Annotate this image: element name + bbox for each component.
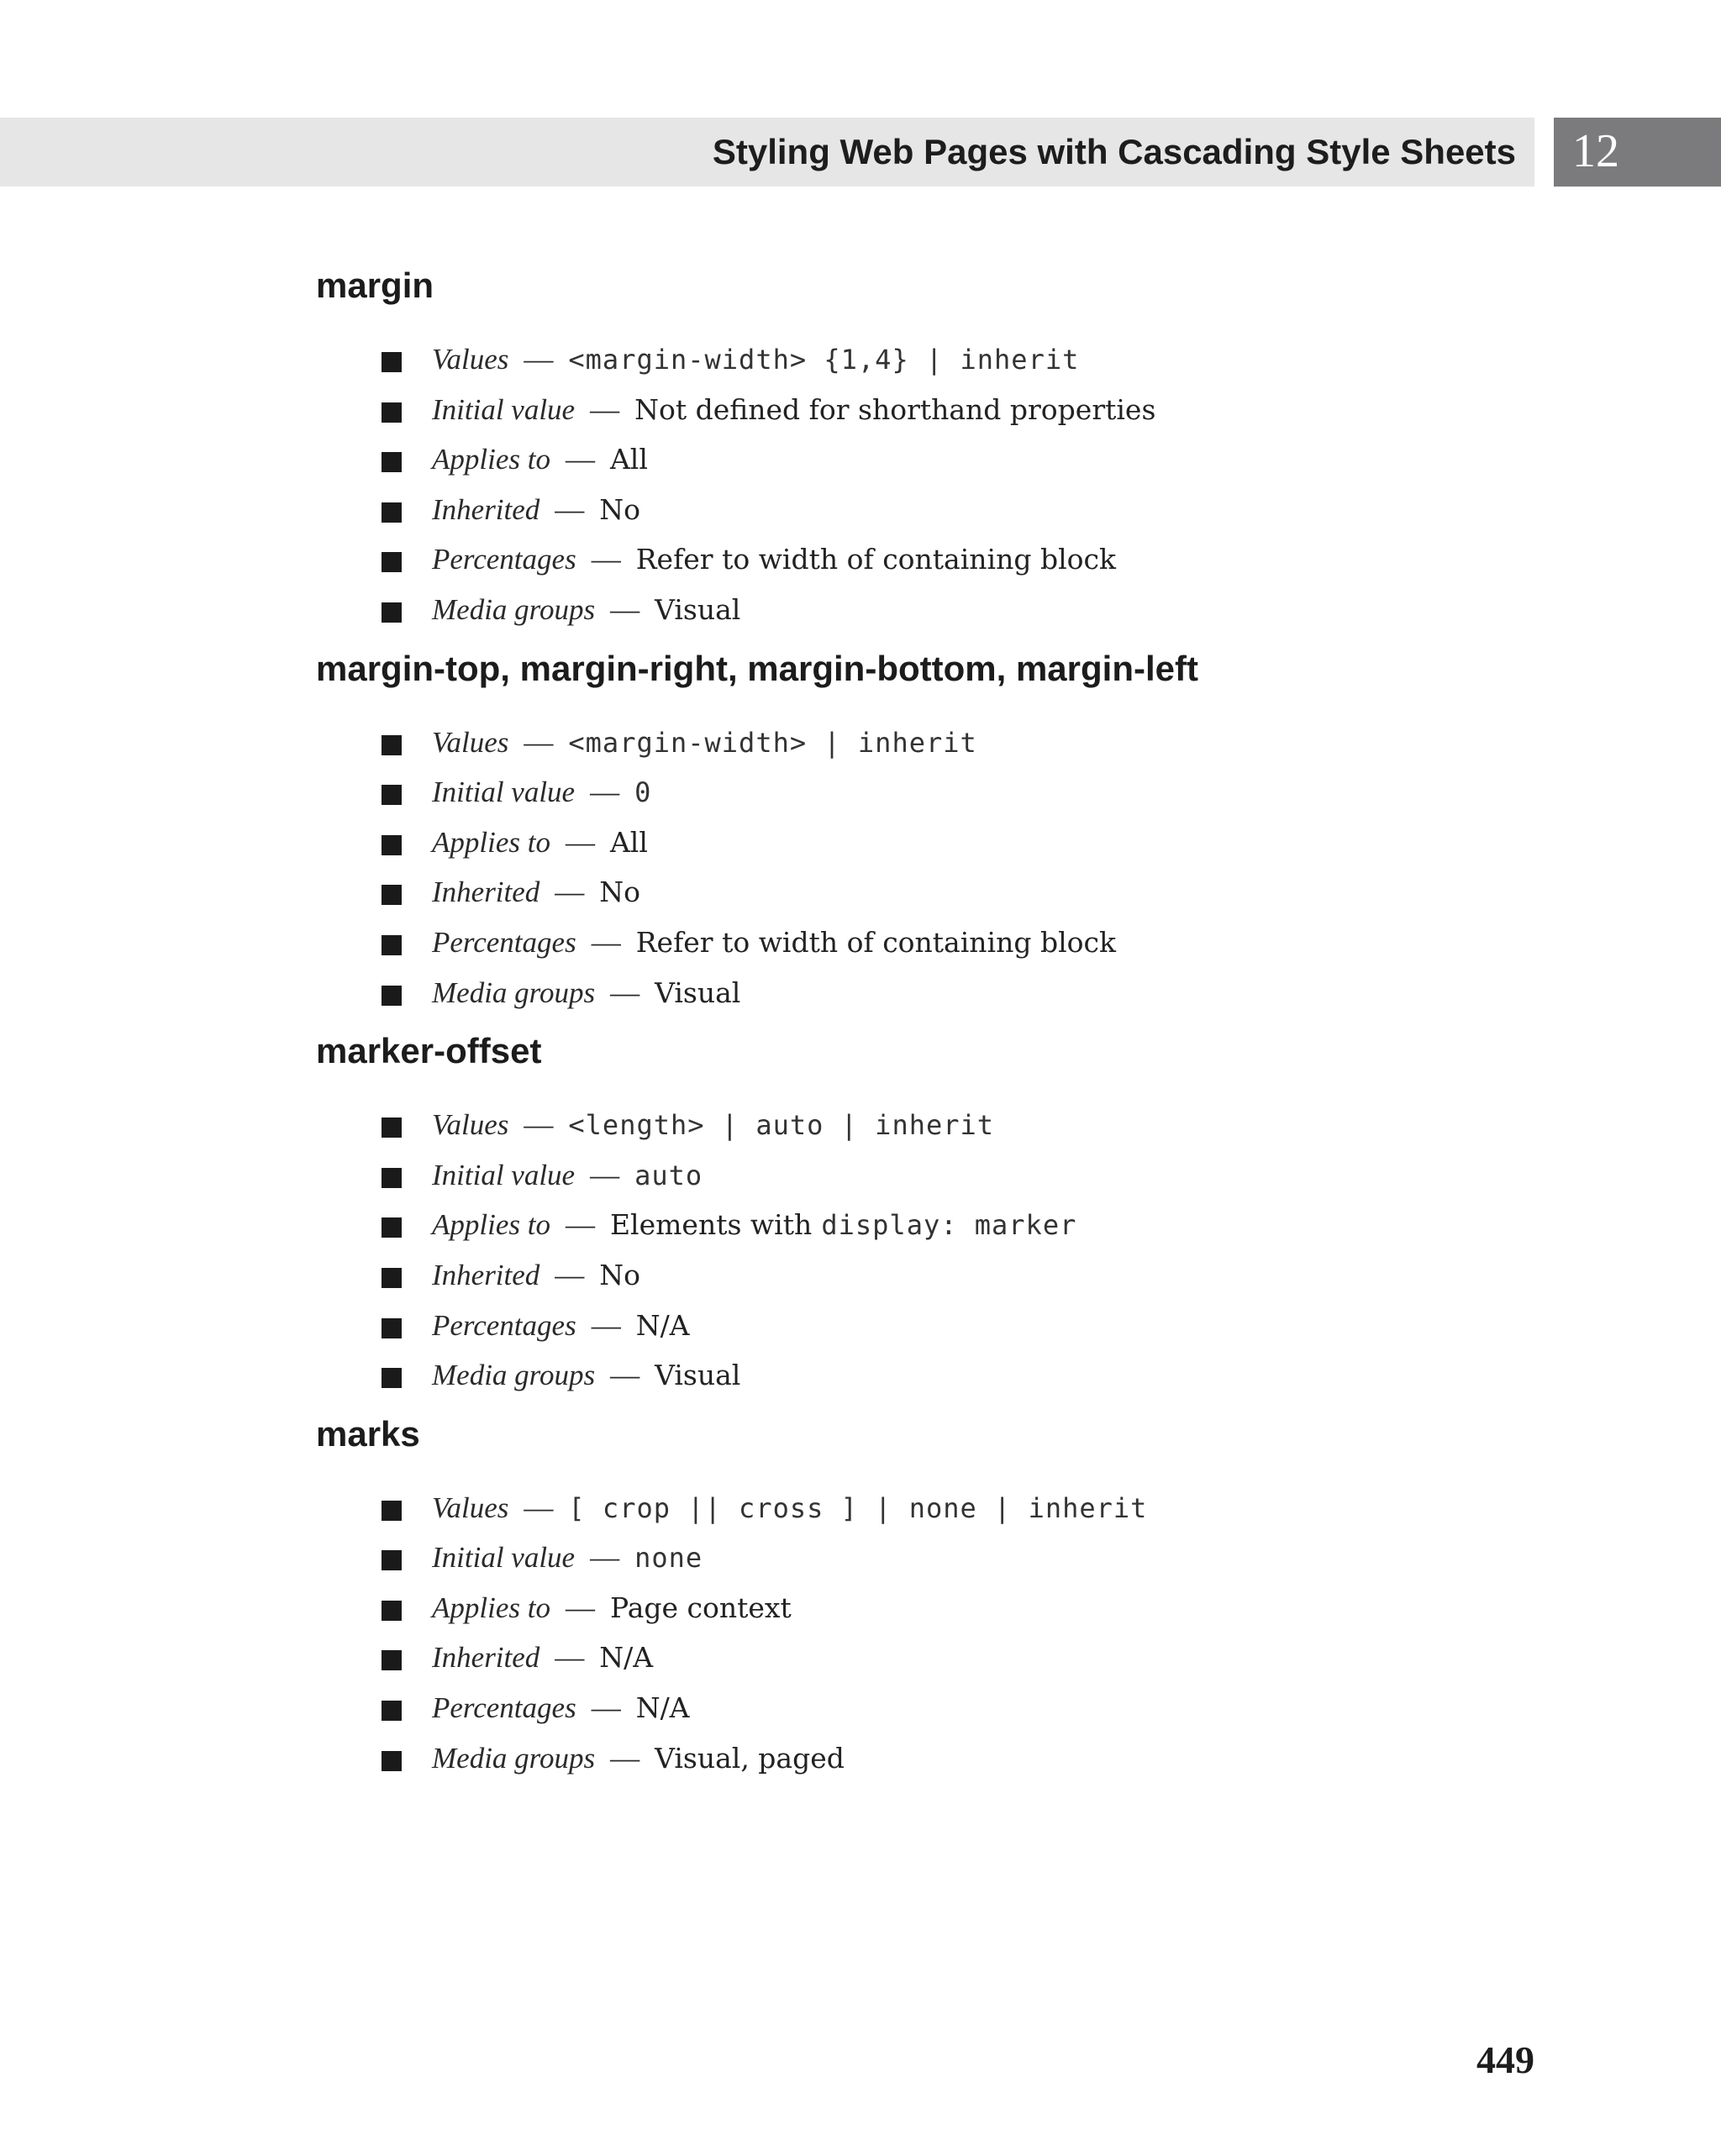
square-bullet-icon: [382, 1168, 402, 1188]
property-list: [316, 1468, 1534, 1784]
list-item-applies-to: [382, 818, 1534, 868]
list-item-media-groups: [382, 968, 1534, 1018]
item-value: Page context: [609, 1591, 792, 1624]
property-section-marker-offset: [316, 1018, 1534, 1401]
em-dash: —: [610, 592, 640, 626]
item-value-code: <margin-width> | inherit: [568, 726, 977, 759]
property-list: [316, 702, 1534, 1018]
em-dash: —: [591, 1691, 621, 1725]
square-bullet-icon: [382, 1501, 402, 1521]
item-value-code: display: marker: [821, 1209, 1077, 1242]
list-item-percentages: [382, 1301, 1534, 1351]
square-bullet-icon: [382, 1751, 402, 1771]
item-label: Initial value: [432, 776, 576, 809]
property-section-margin: [316, 252, 1534, 635]
item-label: Applies to: [432, 825, 550, 859]
em-dash: —: [555, 1258, 585, 1291]
list-item-applies-to: [382, 1200, 1534, 1250]
running-head-title: Styling Web Pages with Cascading Style Sheets: [712, 132, 1516, 171]
list-item-values: [382, 1483, 1534, 1533]
list-item-inherited: [382, 485, 1534, 535]
item-value: Not defined for shorthand properties: [634, 392, 1156, 426]
em-dash: —: [590, 1541, 620, 1575]
list-item-percentages: [382, 1683, 1534, 1733]
item-label: Initial value: [432, 1158, 576, 1191]
list-item-inherited: [382, 867, 1534, 918]
item-label: Percentages: [432, 1691, 576, 1725]
list-item-initial-value: [382, 1533, 1534, 1583]
square-bullet-icon: [382, 1217, 402, 1238]
square-bullet-icon: [382, 352, 402, 372]
item-value: N/A: [635, 1691, 690, 1725]
square-bullet-icon: [382, 452, 402, 472]
section-title: marker-offset: [316, 1031, 542, 1071]
property-section-margin-sides: [316, 635, 1534, 1018]
list-item-initial-value: [382, 1150, 1534, 1201]
square-bullet-icon: [382, 1650, 402, 1670]
item-label: Applies to: [432, 443, 550, 476]
item-label: Values: [432, 725, 509, 759]
item-label: Percentages: [432, 543, 576, 576]
item-value: N/A: [635, 1308, 690, 1342]
em-dash: —: [565, 825, 595, 859]
chapter-tab: [1554, 118, 1721, 187]
em-dash: —: [555, 876, 585, 909]
square-bullet-icon: [382, 1701, 402, 1721]
em-dash: —: [590, 392, 620, 426]
item-value: Visual: [655, 1359, 741, 1392]
item-value: No: [599, 492, 641, 526]
list-item-percentages: [382, 534, 1534, 585]
list-item-initial-value: [382, 767, 1534, 818]
item-value: No: [599, 1258, 641, 1291]
item-value: N/A: [599, 1641, 654, 1675]
square-bullet-icon: [382, 986, 402, 1006]
item-label: Media groups: [432, 592, 596, 626]
property-list: [316, 1085, 1534, 1401]
list-item-applies-to: [382, 1583, 1534, 1633]
square-bullet-icon: [382, 735, 402, 755]
section-title: marks: [316, 1413, 420, 1454]
list-item-values: [382, 1100, 1534, 1150]
square-bullet-icon: [382, 502, 402, 523]
em-dash: —: [524, 725, 554, 759]
em-dash: —: [610, 975, 640, 1009]
item-value-code: [ crop || cross ] | none | inherit: [568, 1491, 1148, 1524]
list-item-inherited: [382, 1633, 1534, 1683]
item-value-code: <margin-width> {1,4} | inherit: [568, 344, 1080, 376]
em-dash: —: [610, 1741, 640, 1775]
list-item-initial-value: [382, 385, 1534, 435]
square-bullet-icon: [382, 885, 402, 905]
em-dash: —: [591, 1308, 621, 1342]
square-bullet-icon: [382, 1318, 402, 1338]
em-dash: —: [565, 443, 595, 476]
item-value: Elements with: [609, 1208, 813, 1242]
square-bullet-icon: [382, 785, 402, 805]
square-bullet-icon: [382, 1550, 402, 1570]
property-list: [316, 319, 1534, 635]
list-item-media-groups: [382, 1733, 1534, 1784]
chapter-number: 12: [1572, 125, 1619, 177]
list-item-values: [382, 718, 1534, 768]
list-item-media-groups: [382, 585, 1534, 635]
item-label: Percentages: [432, 925, 576, 959]
item-value: Refer to width of containing block: [635, 925, 1116, 959]
em-dash: —: [524, 1108, 554, 1142]
item-label: Inherited: [432, 492, 540, 526]
square-bullet-icon: [382, 402, 402, 423]
section-title: margin: [316, 266, 434, 305]
item-label: Inherited: [432, 876, 540, 909]
em-dash: —: [565, 1208, 595, 1242]
list-item-applies-to: [382, 434, 1534, 485]
list-item-percentages: [382, 918, 1534, 968]
item-value: No: [599, 876, 641, 909]
item-value: All: [609, 443, 648, 476]
section-title: margin-top, margin-right, margin-bottom, margin-left: [316, 648, 1198, 688]
em-dash: —: [524, 343, 554, 376]
item-value-code: <length> | auto | inherit: [568, 1109, 995, 1142]
page-content: [316, 252, 1534, 1783]
item-label: Applies to: [432, 1591, 550, 1624]
square-bullet-icon: [382, 1368, 402, 1388]
em-dash: —: [591, 543, 621, 576]
item-label: Initial value: [432, 1541, 576, 1575]
square-bullet-icon: [382, 835, 402, 855]
item-label: Media groups: [432, 975, 596, 1009]
item-value: All: [609, 825, 648, 859]
square-bullet-icon: [382, 1117, 402, 1138]
square-bullet-icon: [382, 1268, 402, 1288]
em-dash: —: [610, 1359, 640, 1392]
item-value-code: auto: [634, 1159, 703, 1191]
item-value: Visual: [655, 592, 741, 626]
square-bullet-icon: [382, 602, 402, 623]
em-dash: —: [524, 1491, 554, 1524]
item-label: Values: [432, 1491, 509, 1524]
list-item-values: [382, 334, 1534, 385]
item-label: Media groups: [432, 1741, 596, 1775]
item-label: Percentages: [432, 1308, 576, 1342]
item-value: Visual: [655, 975, 741, 1009]
em-dash: —: [555, 1641, 585, 1675]
em-dash: —: [591, 925, 621, 959]
em-dash: —: [590, 776, 620, 809]
item-value: Refer to width of containing block: [635, 543, 1116, 576]
page-number: 449: [1476, 2038, 1534, 2081]
item-value-code: 0: [634, 776, 652, 809]
list-item-inherited: [382, 1250, 1534, 1301]
item-label: Initial value: [432, 392, 576, 426]
item-label: Inherited: [432, 1258, 540, 1291]
property-section-marks: [316, 1401, 1534, 1784]
em-dash: —: [555, 492, 585, 526]
item-label: Values: [432, 1108, 509, 1142]
item-value: Visual, paged: [655, 1741, 845, 1775]
item-label: Values: [432, 343, 509, 376]
em-dash: —: [565, 1591, 595, 1624]
square-bullet-icon: [382, 935, 402, 955]
item-value-code: none: [634, 1542, 703, 1575]
square-bullet-icon: [382, 1601, 402, 1621]
em-dash: —: [590, 1158, 620, 1191]
item-label: Inherited: [432, 1641, 540, 1675]
square-bullet-icon: [382, 552, 402, 572]
item-label: Media groups: [432, 1359, 596, 1392]
list-item-media-groups: [382, 1350, 1534, 1401]
item-label: Applies to: [432, 1208, 550, 1242]
